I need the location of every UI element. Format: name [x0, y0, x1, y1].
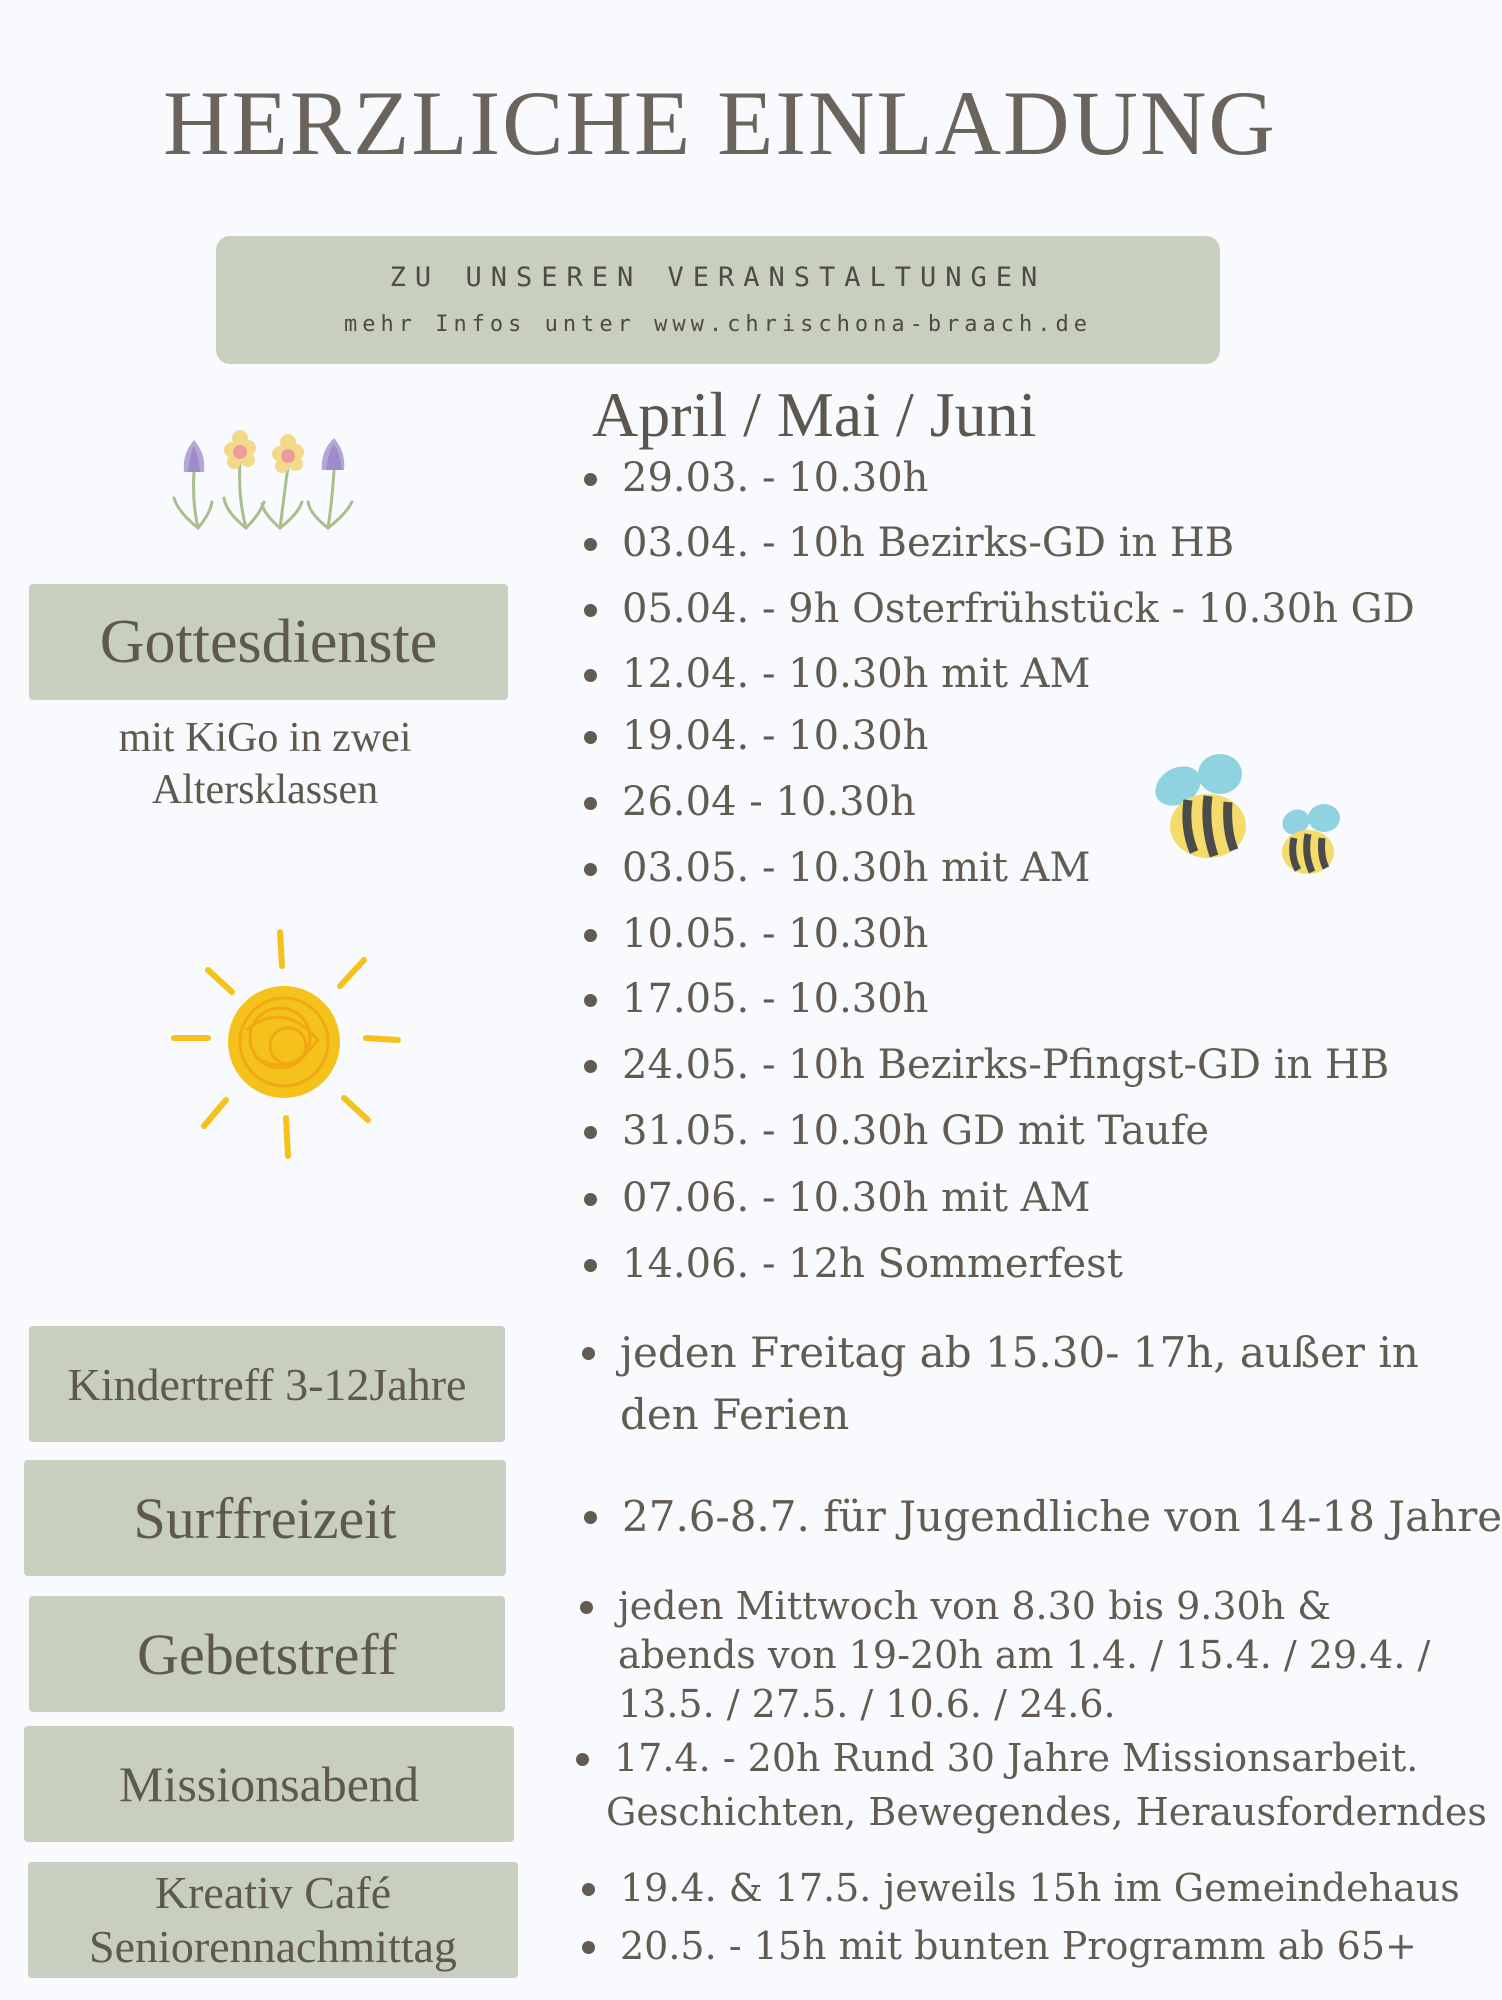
list-item [618, 1582, 1430, 1729]
list-item: 10.05. - 10.30h [622, 911, 929, 957]
banner-line-1: ZU UNSEREN VERANSTALTUNGEN [389, 262, 1047, 293]
list-item: 05.04. - 9h Osterfrühstück - 10.30h GD [622, 586, 1415, 632]
kreativ-label-line-2: Seniorennachmittag [89, 1921, 457, 1972]
gottesdienste-label: Gottesdienste [29, 584, 508, 700]
list-item: 19.04. - 10.30h [622, 713, 929, 759]
list-item: 17.05. - 10.30h [622, 976, 929, 1022]
list-item: 17.4. - 20h Rund 30 Jahre Missionsarbeit. [614, 1736, 1419, 1780]
period-heading: April / Mai / Juni [592, 379, 1037, 450]
list-item: 26.04 - 10.30h [622, 779, 916, 825]
list-item [620, 1328, 1419, 1440]
gebetstreff-line-1: jeden Mittwoch von 8.30 bis 9.30h & [618, 1584, 1332, 1628]
kreativ-label-line-1: Kreativ Café [154, 1867, 392, 1918]
header-banner [216, 236, 1220, 364]
list-item: 24.05. - 10h Bezirks-Pfingst-GD in HB [622, 1042, 1390, 1088]
banner-line-2: mehr Infos unter www.chrischona-braach.de [343, 312, 1093, 337]
gottesdienste-note [60, 712, 470, 816]
gebetstreff-line-3: 13.5. / 27.5. / 10.6. / 24.6. [618, 1682, 1116, 1726]
gebetstreff-label: Gebetstreff [29, 1596, 505, 1712]
surffreizeit-label: Surffreizeit [24, 1460, 506, 1576]
kindertreff-line-2: den Ferien [620, 1390, 850, 1439]
list-item: 12.04. - 10.30h mit AM [622, 651, 1091, 697]
list-item: 27.6-8.7. für Jugendliche von 14-18 Jahre [622, 1492, 1502, 1541]
list-item: 19.4. & 17.5. jeweils 15h im Gemeindehaus [620, 1866, 1460, 1910]
gottesdienste-note-line-2: Altersklassen [151, 767, 379, 813]
missionsabend-label: Missionsabend [24, 1726, 514, 1842]
gottesdienste-note-line-1: mit KiGo in zwei [118, 715, 412, 761]
list-item: 14.06. - 12h Sommerfest [622, 1241, 1123, 1287]
bees-icon [1148, 748, 1348, 888]
list-item: 03.04. - 10h Bezirks-GD in HB [622, 520, 1235, 566]
kindertreff-label: Kindertreff 3-12Jahre [29, 1326, 505, 1442]
page-title: HERZLICHE EINLADUNG [163, 72, 1277, 174]
list-item: 07.06. - 10.30h mit AM [622, 1175, 1091, 1221]
missionsabend-line-2: Geschichten, Bewegendes, Herausforderndes [606, 1790, 1487, 1834]
flowers-icon [168, 432, 368, 532]
list-item: 20.5. - 15h mit bunten Programm ab 65+ [620, 1924, 1417, 1968]
list-item: 29.03. - 10.30h [622, 455, 929, 501]
list-item: 31.05. - 10.30h GD mit Taufe [622, 1108, 1210, 1154]
sun-icon [168, 920, 408, 1180]
kreativ-label [28, 1862, 518, 1978]
gebetstreff-line-2: abends von 19-20h am 1.4. / 15.4. / 29.4. / [618, 1633, 1431, 1677]
kindertreff-line-1: jeden Freitag ab 15.30- 17h, außer in [620, 1328, 1419, 1377]
list-item: 03.05. - 10.30h mit AM [622, 845, 1091, 891]
